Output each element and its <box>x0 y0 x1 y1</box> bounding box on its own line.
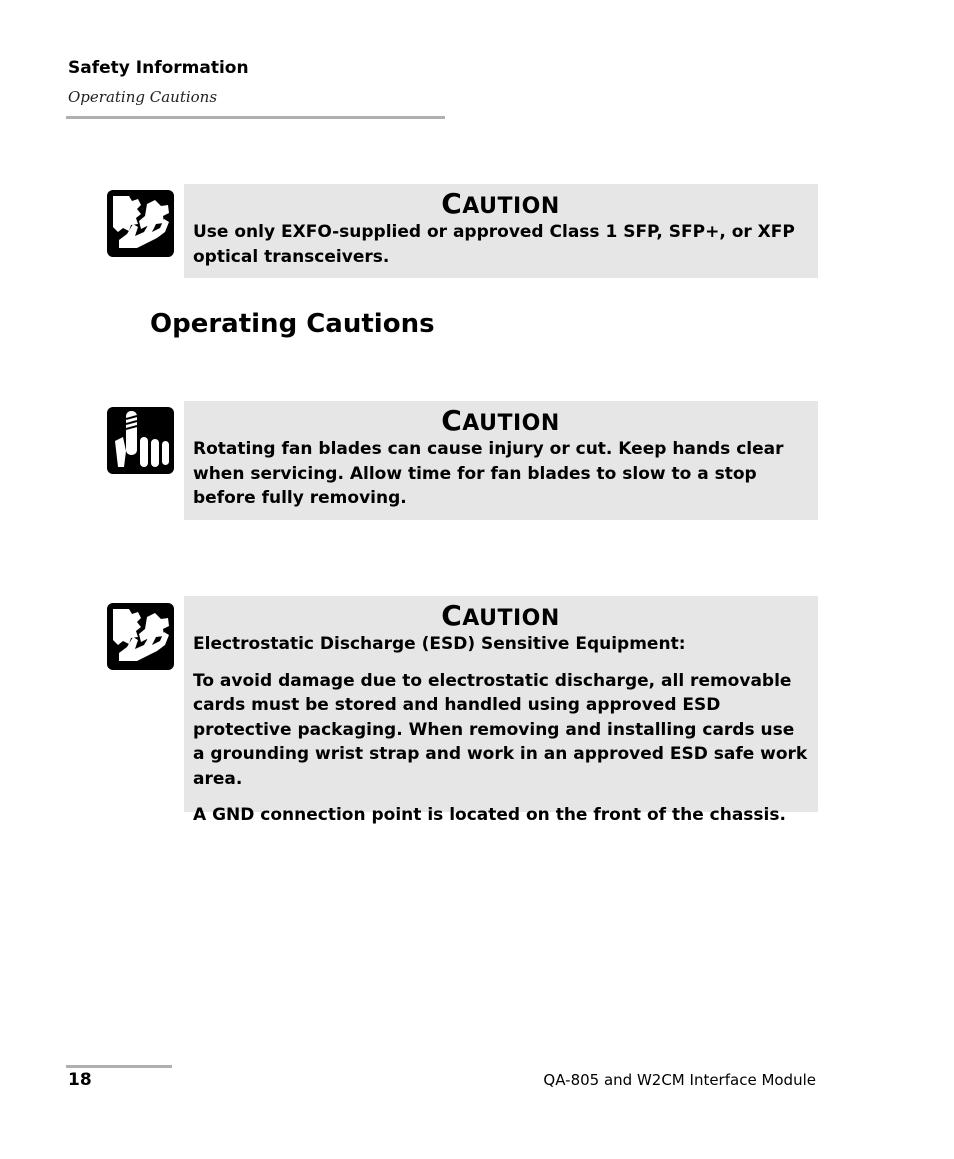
caution-title-rest: AUTION <box>462 194 560 219</box>
caution-title-rest: AUTION <box>462 411 560 436</box>
esd-gear-hand-icon <box>107 603 174 670</box>
caution-title-cap: C <box>441 599 463 632</box>
caution-title-rest: AUTION <box>462 606 560 631</box>
section-heading: Operating Cautions <box>150 309 435 339</box>
caution-text: Electrostatic Discharge (ESD) Sensitive Equipment: <box>193 634 686 654</box>
footer-document-title: QA-805 and W2CM Interface Module <box>543 1071 816 1089</box>
caution-text: Rotating fan blades can cause injury or cut. Keep hands clear when servicing. Allow time for fan blades to slow to a stop before fully removing. <box>193 439 784 508</box>
caution-title-cap: C <box>441 187 463 220</box>
caution-text: To avoid damage due to electrostatic discharge, all removable cards must be stored and handled using approved ESD protective packaging. When removing and installing cards use a grounding wrist strap and work in an approved ESD safe work area. <box>193 670 808 789</box>
caution-text: Use only EXFO-supplied or approved Class 1 SFP, SFP+, or XFP optical transceivers. <box>193 222 795 267</box>
page-number: 18 <box>68 1070 92 1090</box>
running-header-subtitle: Operating Cautions <box>68 88 218 106</box>
running-header-title: Safety Information <box>68 58 249 78</box>
caution-title <box>193 184 808 220</box>
hand-injury-icon <box>107 407 174 474</box>
caution-box <box>184 596 818 825</box>
footer-rule <box>66 1065 172 1068</box>
caution-title-cap: C <box>441 404 463 437</box>
esd-gear-hand-icon <box>107 190 174 257</box>
caution-box <box>184 401 818 520</box>
caution-text: A GND connection point is located on the front of the chassis. <box>193 805 786 825</box>
caution-title <box>193 596 808 632</box>
header-rule <box>66 116 445 119</box>
caution-title <box>193 401 808 437</box>
caution-box <box>184 184 818 278</box>
